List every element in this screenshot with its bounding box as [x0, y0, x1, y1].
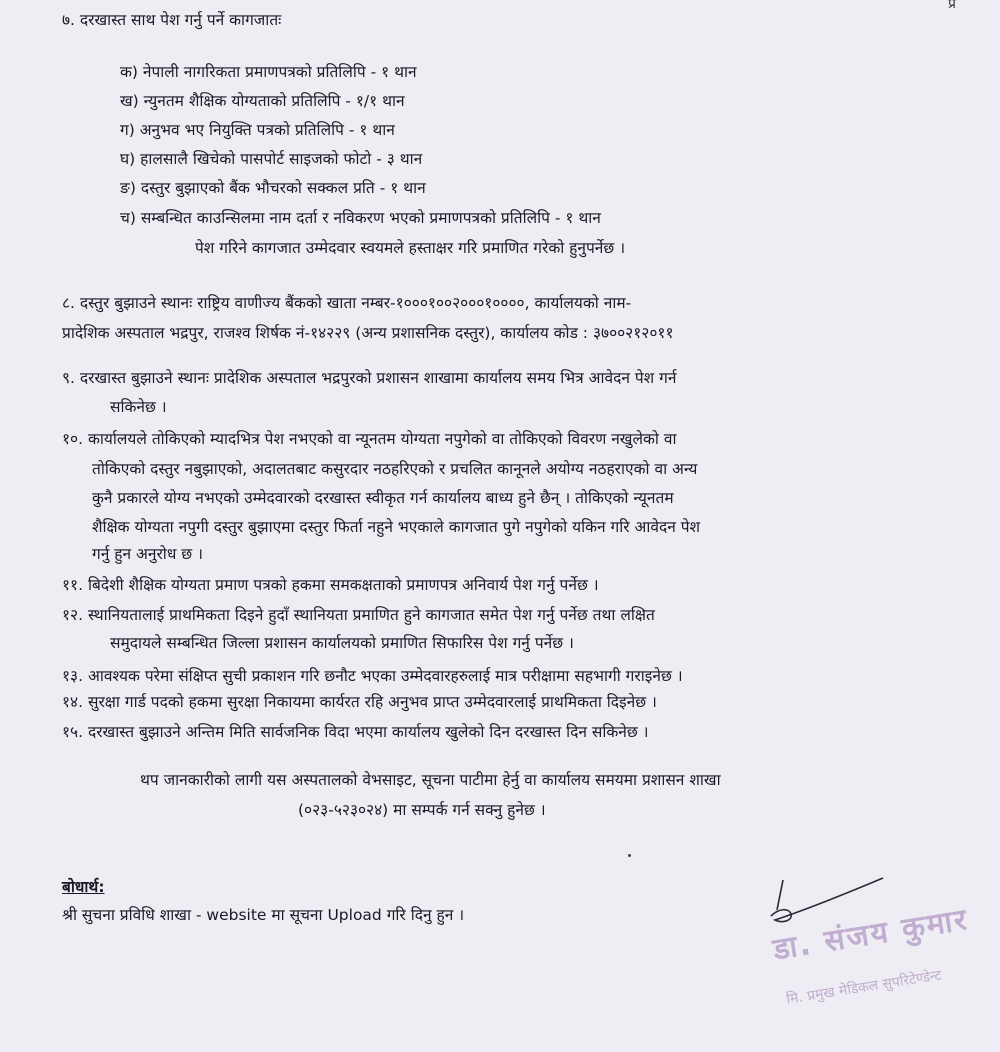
section-7-item: ङ) दस्तुर बुझाएको बैंक भौचरको सक्कल प्रति - १ थान — [120, 179, 426, 197]
section-7-item: ग) अनुभव भए नियुक्ति पत्रको प्रतिलिपि - १ थान — [120, 121, 395, 139]
section-13: १३. आवश्यक परेमा संक्षिप्त सुची प्रकाशन गरि छनौट भएका उम्मेदवारहरुलाई मात्र परीक्षामा सहभागी गराइनेछ । — [62, 667, 683, 685]
section-9-line-1: ९. दरखास्त बुझाउने स्थानः प्रादेशिक अस्पताल भद्रपुरको प्रशासन शाखामा कार्यालय समय भित्र आवेदन पेश गर्न — [62, 369, 677, 387]
section-10-line: तोकिएको दस्तुर नबुझाएको, अदालतबाट कसुरदार नठहरिएको र प्रचलित कानूनले अयोग्य नठहराएको वा अन्य — [92, 460, 698, 478]
section-7-heading: ७. दरखास्त साथ पेश गर्नु पर्ने कागजातः — [62, 11, 282, 29]
contact-line-1: थप जानकारीको लागी यस अस्पतालको वेभसाइट, सूचना पाटीमा हेर्नु वा कार्यालय समयमा प्रशासन शाखा — [140, 771, 721, 789]
section-10-line: शैक्षिक योग्यता नपुगी दस्तुर बुझाएमा दस्तुर फिर्ता नहुने भएकाले कागजात पुगे नपुगेको यकिन गरि आवेदन पेश — [92, 518, 701, 536]
contact-line-2: (०२३-५२३०२४) मा सम्पर्क गर्न सक्नु हुनेछ । — [298, 801, 546, 819]
section-10-line: १०. कार्यालयले तोकिएको म्यादभित्र पेश नभएको वा न्यूनतम योग्यता नपुगेको वा तोकिएको विवरण नखुलेको वा — [62, 430, 677, 448]
section-14: १४. सुरक्षा गार्ड पदको हकमा सुरक्षा निकायमा कार्यरत रहि अनुभव प्राप्त उम्मेदवारलाई प्राथमिकता दिइनेछ । — [62, 693, 657, 711]
section-11: ११. बिदेशी शैक्षिक योग्यता प्रमाण पत्रको हकमा समकक्षताको प्रमाणपत्र अनिवार्य पेश गर्नु पर्नेछ । — [62, 576, 599, 594]
section-10-line: कुनै प्रकारले योग्य नभएको उम्मेदवारको दरखास्त स्वीकृत गर्न कार्यालय बाध्य हुने छैन् । तोकिएको न्यूनतम — [92, 489, 674, 507]
section-8-line-2: प्रादेशिक अस्पताल भद्रपुर, राजश्व शिर्षक नं-१४२२९ (अन्य प्रशासनिक दस्तुर), कार्यालय कोड : ३७००२१२०११ — [62, 324, 674, 342]
top-fragment: प्र — [948, 0, 956, 12]
section-7-item: ख) न्युनतम शैक्षिक योग्यताको प्रतिलिपि - १/१ थान — [120, 92, 405, 110]
section-12-line-1: १२. स्थानियतालाई प्राथमिकता दिइने हुदाँ स्थानियता प्रमाणित हुने कागजात समेत पेश गर्नु पर्नेछ तथा लक्षित — [62, 606, 655, 624]
stamp-name: डा. संजय कुमार — [770, 902, 971, 968]
stamp-title: मि. प्रमुख मेडिकल सुपरिटेण्डेन्ट — [785, 967, 943, 1008]
section-8-line-1: ८. दस्तुर बुझाउने स्थानः राष्ट्रिय वाणीज्य बैंकको खाता नम्बर-१०००१००२०००१००००, कार्यालयको नाम- — [62, 294, 632, 312]
section-7-item: क) नेपाली नागरिकता प्रमाणपत्रको प्रतिलिपि - १ थान — [120, 63, 417, 81]
section-7-note: पेश गरिने कागजात उम्मेदवार स्वयमले हस्ताक्षर गरि प्रमाणित गरेको हुनुपर्नेछ । — [195, 239, 626, 257]
bodharth-heading: बोधार्थ: — [62, 878, 105, 896]
section-15: १५. दरखास्त बुझाउने अन्तिम मिति सार्वजनिक विदा भएमा कार्यालय खुलेको दिन दरखास्त दिन सकिनेछ । — [62, 723, 649, 741]
section-9-line-2: सकिनेछ । — [110, 398, 167, 416]
section-7-item: च) सम्बन्धित काउन्सिलमा नाम दर्ता र नविकरण भएको प्रमाणपत्रको प्रतिलिपि - १ थान — [120, 209, 601, 227]
speck — [628, 854, 631, 857]
bodharth-line: श्री सुचना प्रविधि शाखा - website मा सूचना Upload गरि दिनु हुन । — [62, 906, 465, 924]
section-12-line-2: समुदायले सम्बन्धित जिल्ला प्रशासन कार्यालयको प्रमाणित सिफारिस पेश गर्नु पर्नेछ । — [110, 634, 574, 652]
section-10-line: गर्नु हुन अनुरोध छ । — [92, 545, 203, 563]
section-7-item: घ) हालसालै खिचेको पासपोर्ट साइजको फोटो - ३ थान — [120, 150, 423, 168]
